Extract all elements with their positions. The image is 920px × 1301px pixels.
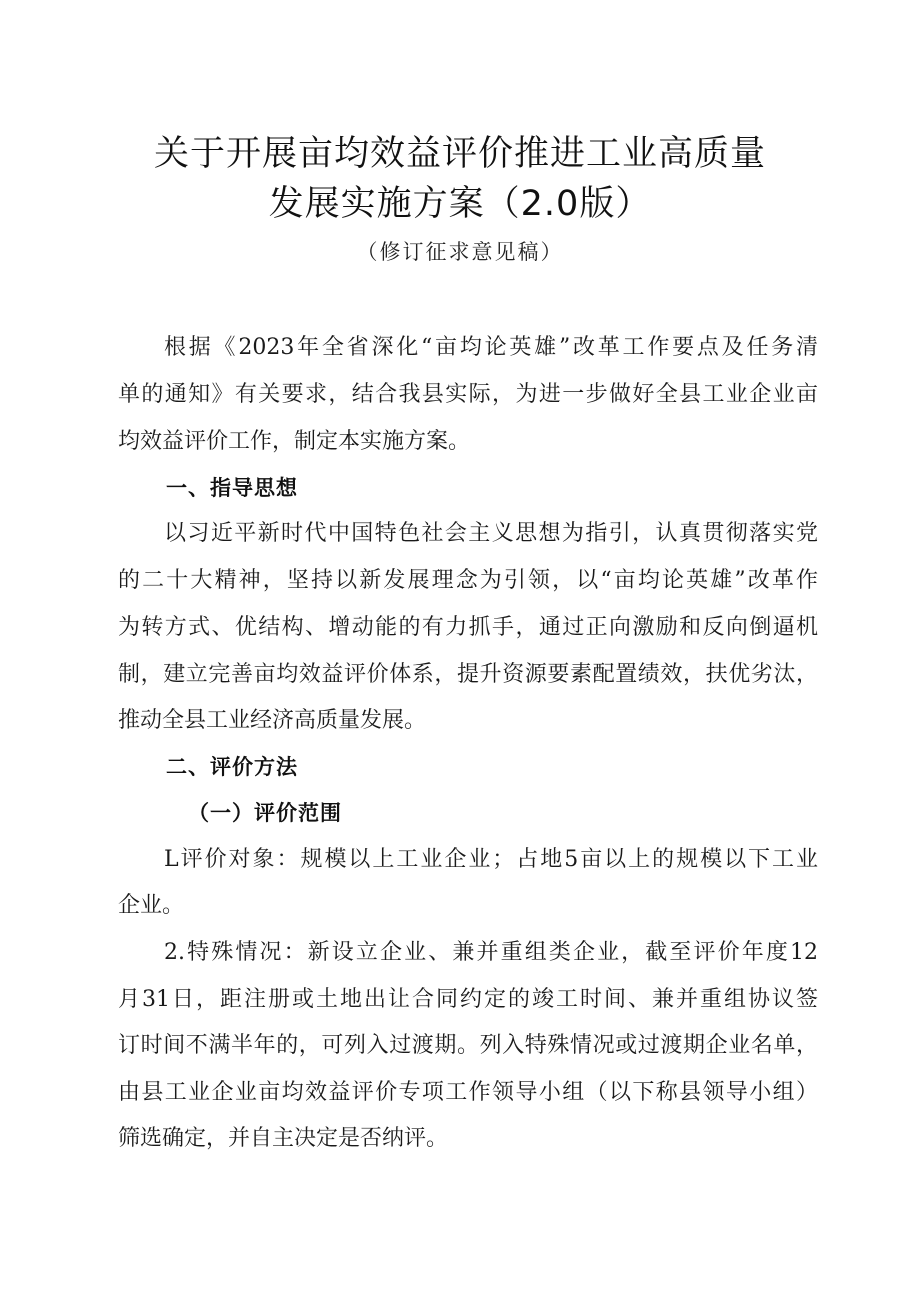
intro-line: 单的通知》有关要求，结合我县实际，为进一步做好全县工业企业亩	[118, 382, 818, 407]
subsection-heading-evaluation-scope: （一）评价范围	[188, 801, 342, 825]
item1-line: 企业。	[118, 893, 185, 918]
section-heading-evaluation-method: 二、评价方法	[166, 755, 298, 779]
item1-line: L评价对象：规模以上工业企业；占地5亩以上的规模以下工业	[164, 847, 818, 872]
document-title-line-1: 关于开展亩均效益评价推进工业高质量	[153, 134, 766, 174]
item2-line: 由县工业企业亩均效益评价专项工作领导小组（以下称县领导小组）	[118, 1080, 818, 1105]
item2-line: 月31日，距注册或土地出让合同约定的竣工时间、兼并重组协议签	[118, 987, 818, 1012]
section-heading-guiding-ideology: 一、指导思想	[166, 476, 298, 500]
intro-line: 均效益评价工作，制定本实施方案。	[118, 429, 471, 454]
section1-line: 以习近平新时代中国特色社会主义思想为指引，认真贯彻落实党	[164, 521, 818, 546]
section1-line: 的二十大精神，坚持以新发展理念为引领，以“亩均论英雄”改革作	[118, 568, 818, 593]
item2-line: 订时间不满半年的，可列入过渡期。列入特殊情况或过渡期企业名单，	[118, 1033, 818, 1058]
section1-line: 为转方式、优结构、增动能的有力抓手，通过正向激励和反向倒逼机	[118, 615, 818, 640]
document-title-line-2: 发展实施方案（2.0版）	[268, 184, 652, 224]
section1-line: 制，建立完善亩均效益评价体系，提升资源要素配置绩效，扶优劣汰，	[118, 662, 818, 687]
section1-line: 推动全县工业经济高质量发展。	[118, 708, 427, 733]
intro-line: 根据《2023年全省深化“亩均论英雄”改革工作要点及任务清	[164, 335, 818, 360]
item2-line: 筛选确定，并自主决定是否纳评。	[118, 1126, 449, 1151]
document-subtitle: （修订征求意见稿）	[356, 240, 564, 264]
item2-line: 2.特殊情况：新设立企业、兼并重组类企业，截至评价年度12	[164, 940, 818, 965]
